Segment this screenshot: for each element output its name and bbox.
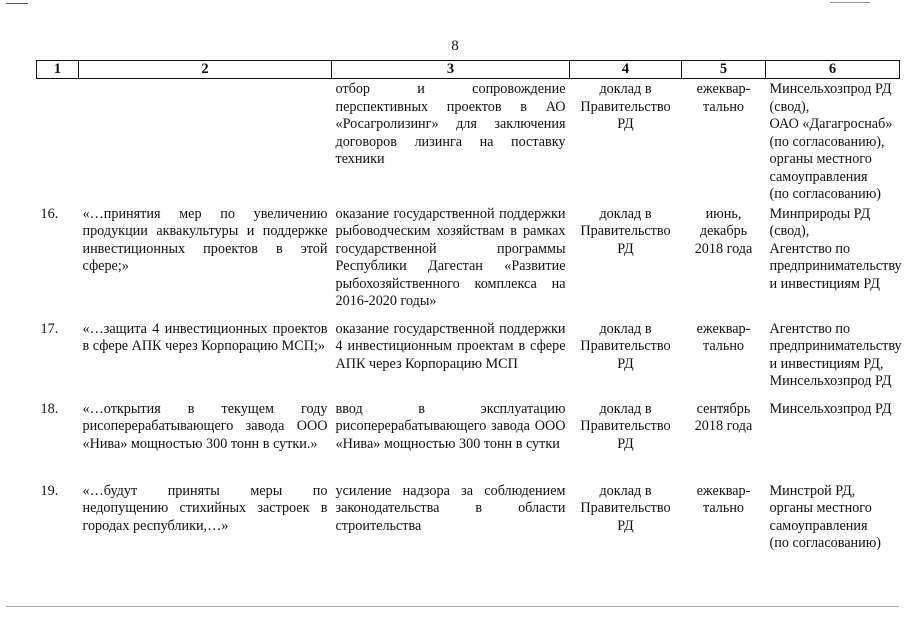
row-number: 17. [40,320,59,337]
scan-artifact-top-right [830,2,870,3]
row-measure: отбор и сопровождение перспективных проектов в АО «Росагролизинг» для заключения договоров лизинга на поставку техники [335,81,566,167]
row-period: ежеквар- тально [696,482,751,516]
table-row [37,79,900,204]
scan-artifact-bottom [6,606,899,607]
row-report: доклад в Правительство РД [580,81,671,132]
table-row [37,399,900,481]
column-header-3: 3 [332,61,570,79]
row-number [37,79,79,204]
row-responsible: Агентство по предпринимательству и инвестициям РД, Минсельхозпрод РД [769,320,902,389]
row-responsible: Минсельхозпрод РД [769,400,892,417]
scan-artifact-top-left [6,3,28,4]
row-period: ежеквар- тально [696,81,751,115]
action-plan-table [36,60,900,565]
row-action: «…защита 4 инвестиционных проектов в сфере АПК через Корпорацию МСП;» [82,320,328,354]
row-report: доклад в Правительство РД [580,482,671,534]
row-number: 19. [40,482,59,499]
column-header-1: 1 [37,61,79,79]
row-report: доклад в Правительство РД [580,320,671,372]
row-responsible: Минсельхозпрод РД (свод), ОАО «Дагагроснаб» (по согласованию), органы местного самоуправления (по согласованию) [769,81,893,202]
row-action: «…будут приняты меры по недопущению стихийных застроек в городах республики,…» [82,482,328,534]
row-report: доклад в Правительство РД [580,400,671,452]
row-measure: оказание государственной поддержки рыбоводческим хозяйствам в рамках государственной программы Республики Дагестан «Развитие рыбохозяйственного комплекса на 2016-2020 годы» [335,205,566,309]
row-period: июнь, декабрь 2018 года [694,205,753,257]
row-period: сентябрь 2018 года [694,400,753,434]
column-header-5: 5 [682,61,766,79]
page-number: 8 [451,38,459,54]
column-header-6: 6 [766,61,900,79]
row-responsible: Минприроды РД (свод), Агентство по предпринимательству и инвестициям РД [769,205,902,292]
row-action: «…открытия в текущем году рисоперерабатывающего завода ООО «Нива» мощностью 300 тонн в сутки.» [82,400,328,452]
row-action [79,79,332,204]
row-measure: усиление надзора за соблюдением законодательства в области строительства [335,482,566,534]
column-header-2: 2 [79,61,332,79]
row-report: доклад в Правительство РД [580,205,671,257]
row-number: 18. [40,400,59,417]
row-measure: оказание государственной поддержки 4 инвестиционным проектам в сфере АПК через Корпорацию МСП [335,320,566,372]
table-row [37,481,900,565]
row-responsible: Минстрой РД, органы местного самоуправления (по согласованию) [769,482,882,551]
column-header-4: 4 [570,61,682,79]
row-measure: ввод в эксплуатацию рисоперерабатывающего завода ООО «Нива» мощностью 300 тонн в сутки [335,400,566,452]
row-action: «…принятия мер по увеличению продукции аквакультуры и поддержке инвестиционных проектов в этой сфере;» [82,205,328,274]
table-row [37,319,900,399]
table-header-row [37,61,900,79]
row-number: 16. [40,205,59,222]
row-period: ежеквар- тально [696,320,751,354]
table-row [37,204,900,319]
